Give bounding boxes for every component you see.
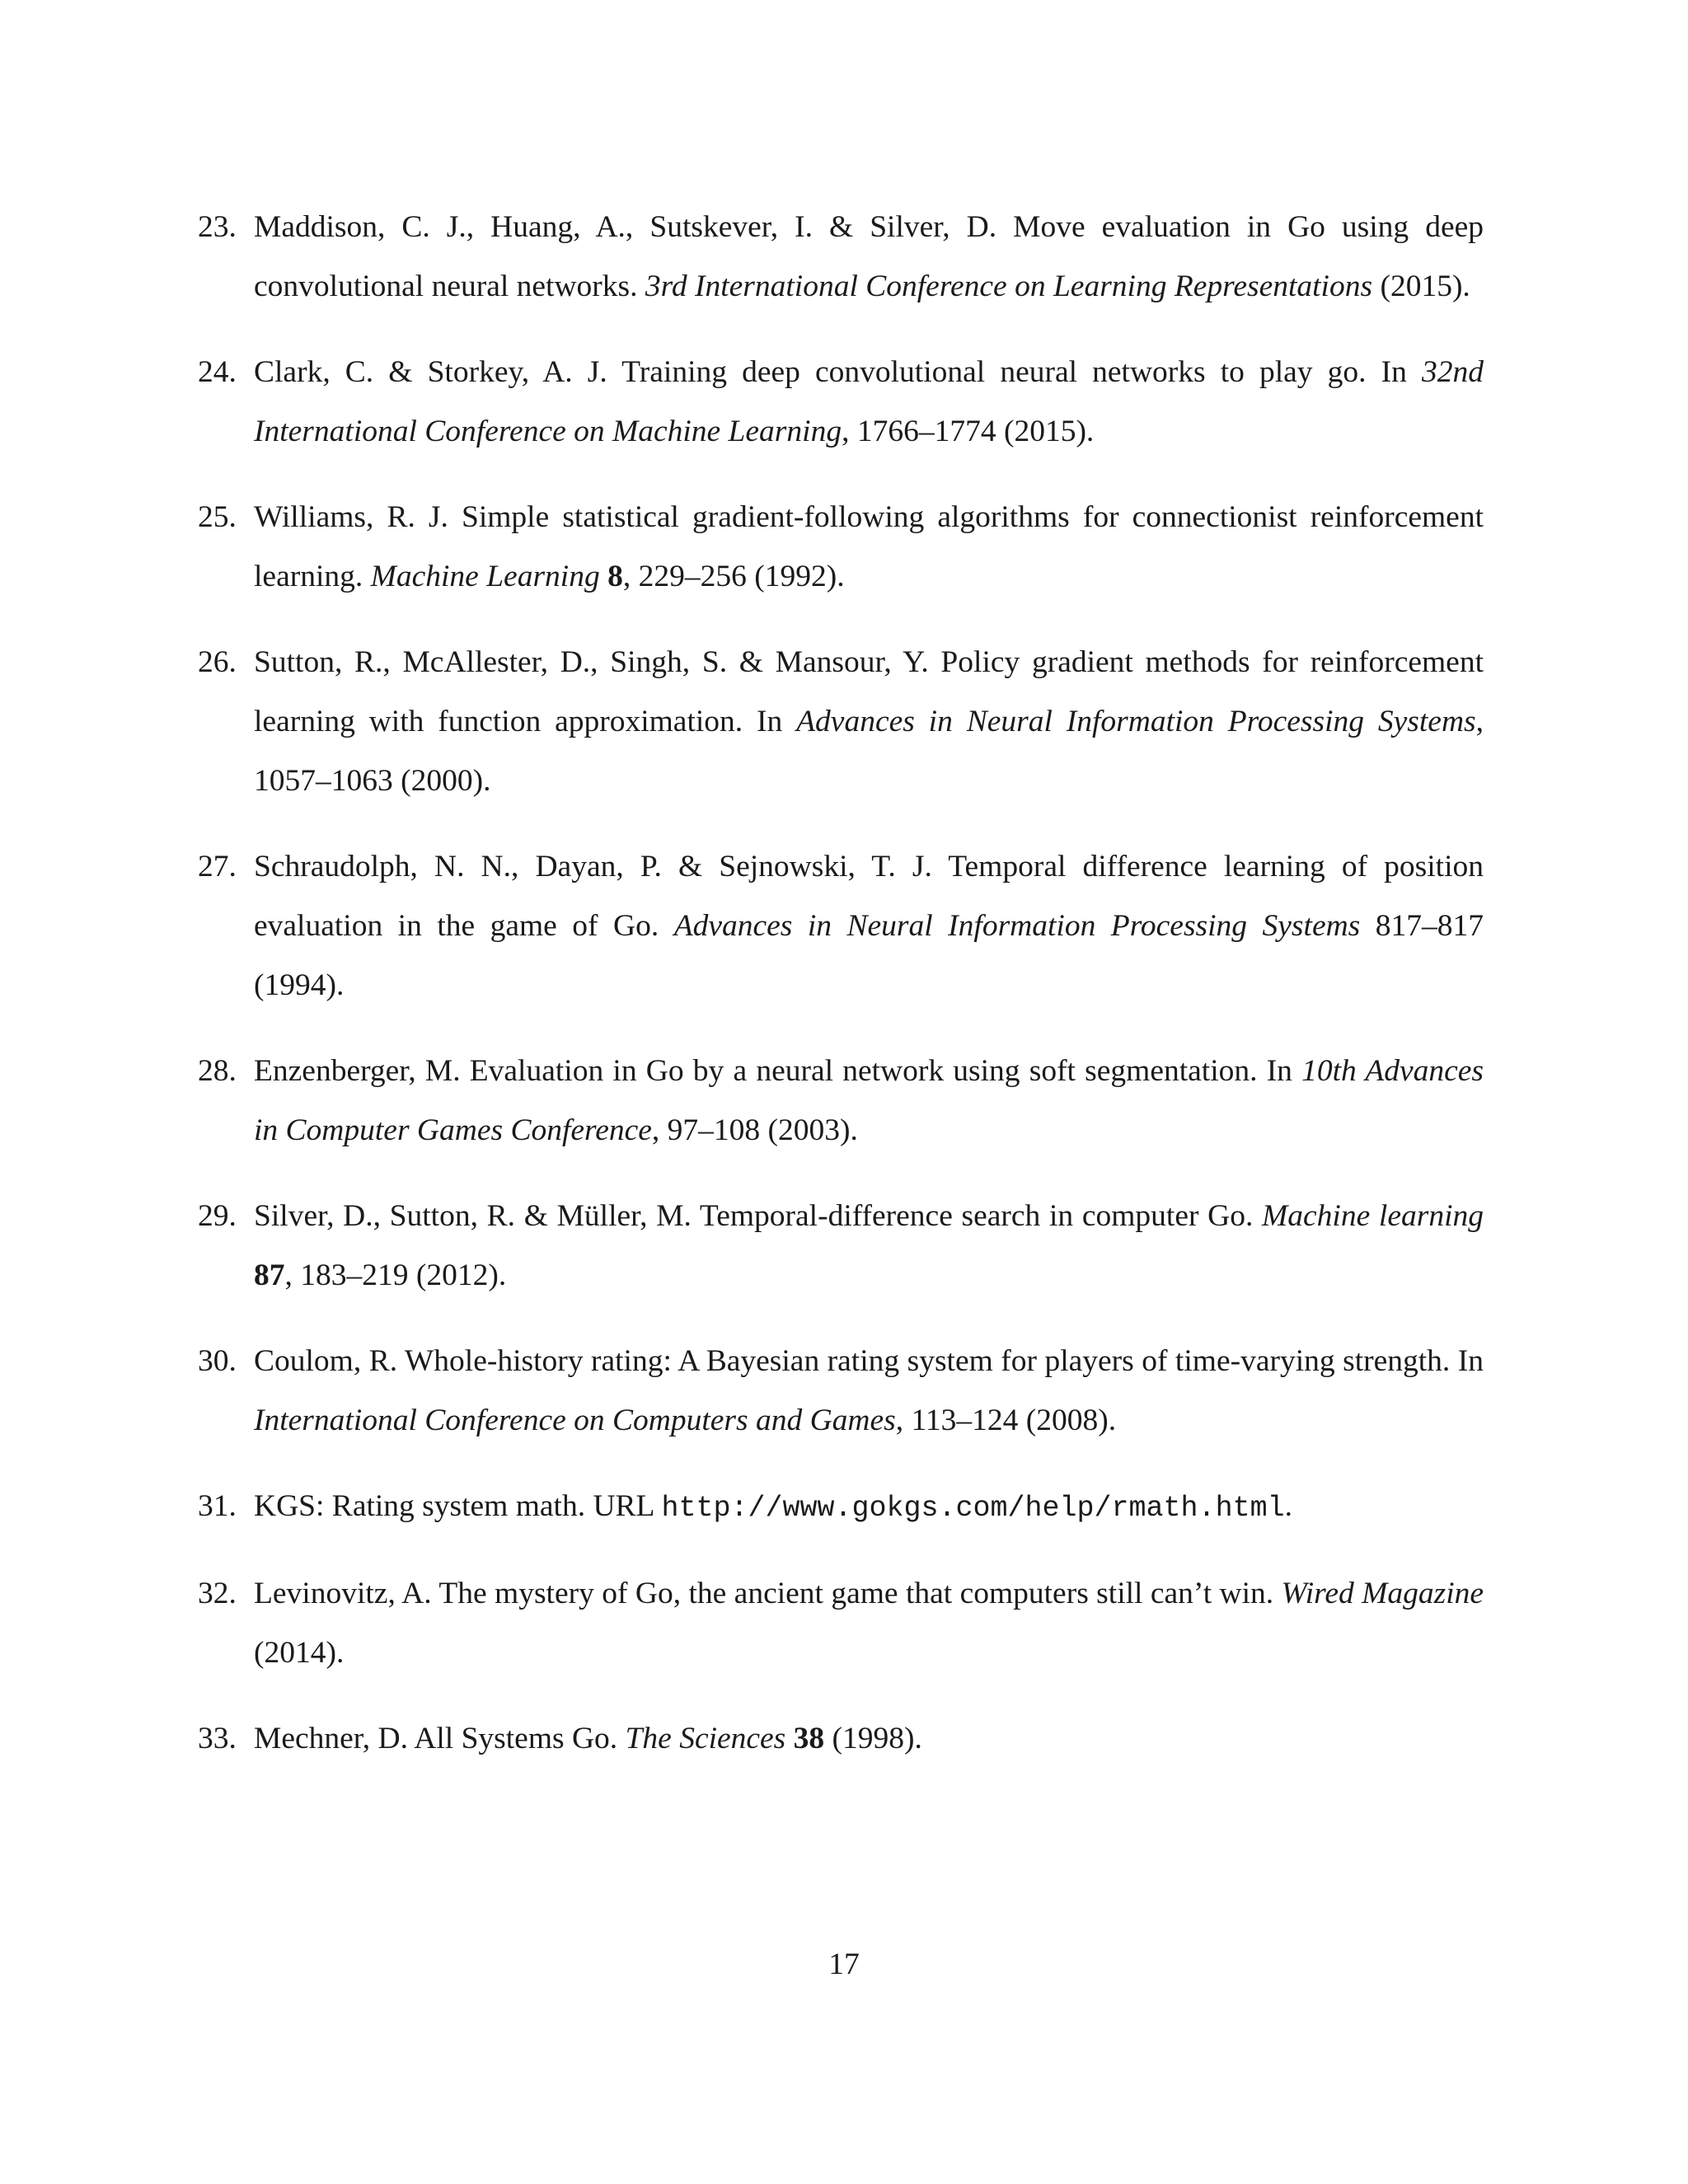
reference-number: 23. (198, 210, 237, 244)
reference-text: Coulom, R. Whole-history rating: A Bayesian rating system for players of time-varying strength. In (254, 1344, 1484, 1378)
reference-details: 817–817 (1994). (254, 909, 1484, 1002)
reference-list (198, 198, 1484, 1795)
reference-details: , 1057–1063 (2000). (254, 705, 1484, 798)
reference-number: 33. (198, 1722, 237, 1755)
reference-venue: 10th Advances in Computer Games Conference (254, 1054, 1484, 1147)
reference-number: 32. (198, 1577, 237, 1610)
reference-number: 25. (198, 500, 237, 534)
reference-spacer (785, 1722, 793, 1755)
reference-number: 26. (198, 645, 237, 679)
reference-details: , 229–256 (1992). (622, 560, 845, 593)
reference-details: (1998). (824, 1722, 922, 1755)
reference-details: (2015). (1372, 269, 1470, 303)
reference-text: Williams, R. J. Simple statistical gradient-following algorithms for connectionist reinforcement learning. (254, 500, 1484, 593)
reference-text: Sutton, R., McAllester, D., Singh, S. & Mansour, Y. Policy gradient methods for reinforcement learning with function approximation. In (254, 645, 1484, 738)
reference-item (198, 1477, 1484, 1538)
reference-item (198, 1332, 1484, 1451)
reference-venue: 32nd International Conference on Machine Learning (254, 355, 1484, 448)
reference-venue: Machine learning (1262, 1199, 1484, 1233)
reference-item (198, 1709, 1484, 1769)
reference-venue: Advances in Neural Information Processing Systems (673, 909, 1361, 943)
reference-number: 24. (198, 355, 237, 389)
reference-text: KGS: Rating system math. URL (254, 1489, 662, 1523)
reference-number: 27. (198, 850, 237, 883)
reference-spacer (600, 560, 607, 593)
reference-number: 28. (198, 1054, 237, 1088)
reference-number: 31. (198, 1489, 237, 1523)
reference-item (198, 1187, 1484, 1305)
reference-item (198, 1564, 1484, 1683)
reference-details: , 97–108 (2003). (651, 1113, 858, 1147)
reference-text: Levinovitz, A. The mystery of Go, the ancient game that computers still can’t win. (254, 1577, 1282, 1610)
reference-details: , 1766–1774 (2015). (842, 415, 1095, 448)
reference-venue: Wired Magazine (1281, 1577, 1484, 1610)
reference-item (198, 198, 1484, 316)
reference-details: . (1284, 1489, 1292, 1523)
reference-number: 30. (198, 1344, 237, 1378)
reference-item (198, 1042, 1484, 1160)
page-number: 17 (828, 1947, 860, 1981)
reference-text: Enzenberger, M. Evaluation in Go by a neural network using soft segmentation. In (254, 1054, 1302, 1088)
reference-details: (2014). (254, 1636, 345, 1670)
reference-item (198, 488, 1484, 607)
reference-text: Silver, D., Sutton, R. & Müller, M. Temporal-difference search in computer Go. (254, 1199, 1263, 1233)
reference-number: 29. (198, 1199, 237, 1233)
reference-item (198, 837, 1484, 1015)
reference-details: , 183–219 (2012). (284, 1258, 507, 1292)
reference-item (198, 343, 1484, 462)
reference-venue: The Sciences (625, 1722, 786, 1755)
reference-text: Schraudolph, N. N., Dayan, P. & Sejnowski, T. J. Temporal difference learning of position evaluation in the game of Go. (254, 850, 1484, 943)
reference-text: Maddison, C. J., Huang, A., Sutskever, I. & Silver, D. Move evaluation in Go using deep convolutional neural networks. (254, 210, 1484, 303)
reference-item (198, 633, 1484, 811)
reference-details: , 113–124 (2008). (895, 1404, 1117, 1437)
reference-venue: 3rd International Conference on Learning Representations (645, 269, 1373, 303)
reference-venue: International Conference on Computers and Games (254, 1404, 896, 1437)
reference-venue: Advances in Neural Information Processing Systems (796, 705, 1476, 738)
reference-url-link[interactable]: http://www.gokgs.com/help/rmath.html (661, 1492, 1285, 1525)
reference-venue: Machine Learning (370, 560, 600, 593)
reference-text: Mechner, D. All Systems Go. (254, 1722, 626, 1755)
reference-volume: 8 (607, 560, 623, 593)
reference-text: Clark, C. & Storkey, A. J. Training deep convolutional neural networks to play go. In (254, 355, 1422, 389)
reference-volume: 87 (254, 1258, 285, 1292)
reference-volume: 38 (793, 1722, 825, 1755)
